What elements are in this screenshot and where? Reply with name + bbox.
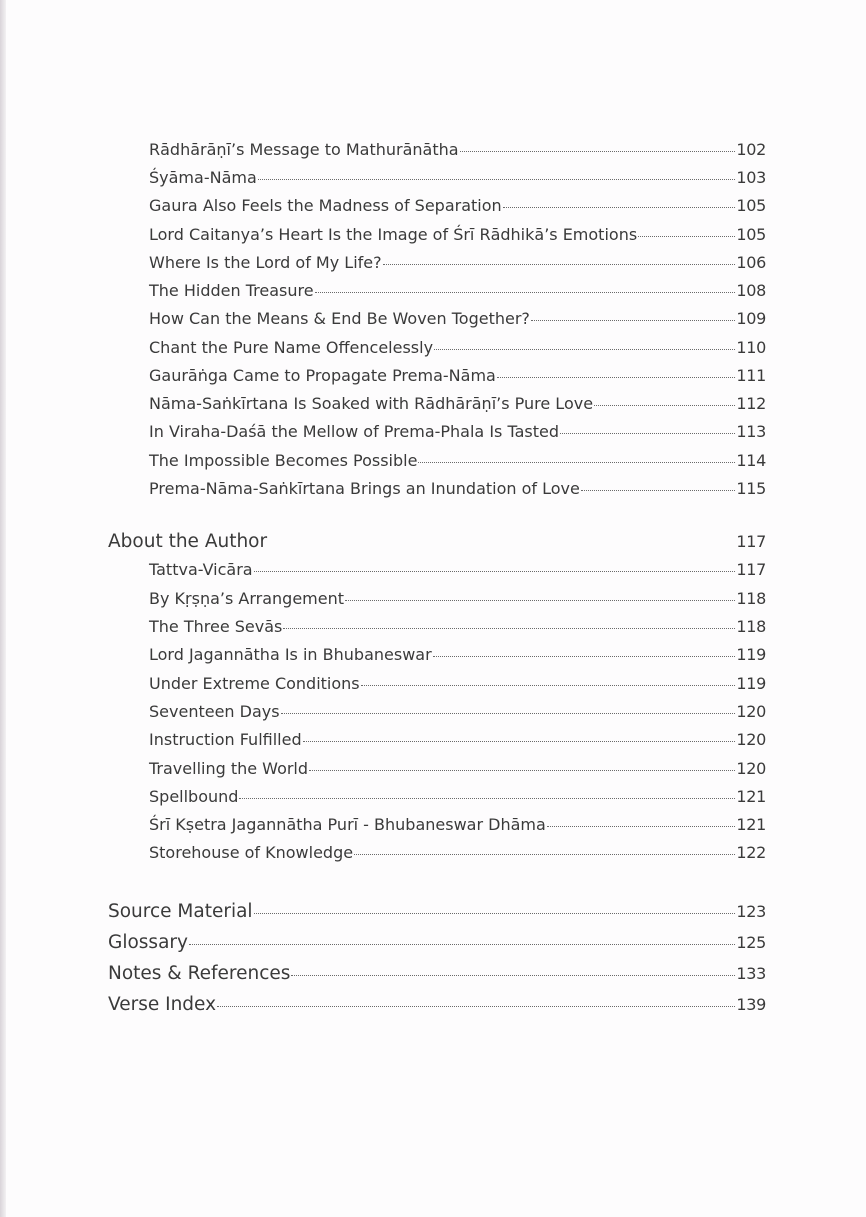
toc-entry[interactable] [149,589,766,608]
dot-leader [189,944,735,945]
toc-entry[interactable] [149,815,766,834]
toc-entry-page: 112 [736,394,766,413]
dot-leader [547,826,736,827]
toc-entry-page: 108 [736,281,766,300]
dot-leader [433,656,736,657]
toc-entry-page: 118 [736,589,766,608]
toc-entry-page: 122 [736,843,766,862]
toc-entry-title: The Hidden Treasure [149,281,314,300]
toc-entry[interactable] [149,702,766,721]
toc-entry-title: Prema-Nāma-Saṅkīrtana Brings an Inundation of Love [149,479,580,498]
dot-leader [309,770,735,771]
toc-entry[interactable] [149,674,766,693]
dot-leader [560,433,735,434]
dot-leader [354,854,735,855]
dot-leader [283,628,735,629]
toc-entry-page: 120 [736,730,766,749]
toc-entry-title: Spellbound [149,787,239,806]
toc-entry-page: 121 [736,787,766,806]
toc-entry[interactable] [149,451,766,470]
dot-leader [254,571,736,572]
toc-entry-title: Storehouse of Knowledge [149,843,354,862]
toc-entry-title: Gaurāṅga Came to Propagate Prema-Nāma [149,366,496,385]
toc-entry-page: 119 [736,645,766,664]
toc-entry-title: Lord Jagannātha Is in Bhubaneswar [149,645,432,664]
toc-entry-title: Seventeen Days [149,702,280,721]
toc-entry-title: By Kṛṣṇa’s Arrangement [149,589,344,608]
toc-entry[interactable] [149,253,766,272]
dot-leader [581,490,735,491]
toc-entry[interactable] [149,338,766,357]
toc-entry-page: 118 [736,617,766,636]
toc-entry-page: 120 [736,702,766,721]
toc-entry-page: 102 [736,140,766,159]
toc-section[interactable] [108,901,766,922]
toc-entry[interactable] [149,140,766,159]
dot-leader [315,292,736,293]
toc-entry-page: 114 [736,451,766,470]
toc-entry-title: Lord Caitanya’s Heart Is the Image of Śrī Rādhikā’s Emotions [149,225,638,244]
dot-leader [258,179,736,180]
toc-entry[interactable] [149,225,766,244]
dot-leader [281,713,736,714]
toc-entry-page: 120 [736,759,766,778]
dot-leader [434,349,735,350]
toc-entry[interactable] [149,843,766,862]
toc-entry-title: How Can the Means & End Be Woven Together? [149,309,530,328]
toc-section-page: 117 [736,532,766,551]
toc-entry[interactable] [149,168,766,187]
dot-leader [291,975,735,976]
toc-section-page: 133 [736,964,766,983]
toc-entry[interactable] [149,281,766,300]
toc-entry[interactable] [149,366,766,385]
toc-entry-title: Where Is the Lord of My Life? [149,253,382,272]
toc-section-title: Glossary [108,932,188,953]
toc-entry[interactable] [149,309,766,328]
toc-entry-page: 113 [736,422,766,441]
toc-entry-page: 109 [736,309,766,328]
toc-entry[interactable] [149,787,766,806]
dot-leader [531,320,735,321]
toc-entry[interactable] [149,759,766,778]
dot-leader [254,913,736,914]
toc-entry[interactable] [149,479,766,498]
toc-entry-title: Tattva-Vicāra [149,560,253,579]
toc-entry-page: 121 [736,815,766,834]
dot-leader [239,798,735,799]
toc-entry-title: Gaura Also Feels the Madness of Separation [149,196,502,215]
toc-section-title: Source Material [108,901,253,922]
dot-leader [345,600,735,601]
toc-section-about-author[interactable] [108,531,766,552]
toc-entry-title: The Impossible Becomes Possible [149,451,418,470]
toc-section[interactable] [108,932,766,953]
toc-section-title: Notes & References [108,963,291,984]
dot-leader [503,207,736,208]
dot-leader [418,462,735,463]
dot-leader [638,236,735,237]
toc-entry[interactable] [149,394,766,413]
toc-entry[interactable] [149,617,766,636]
toc-section-page: 139 [736,995,766,1014]
toc-entry-page: 117 [736,560,766,579]
dot-leader [217,1006,735,1007]
toc-entry-page: 105 [736,196,766,215]
toc-section-page: 123 [736,902,766,921]
toc-section-title: Verse Index [108,994,217,1015]
toc-entry-title: Nāma-Saṅkīrtana Is Soaked with Rādhārāṇī’s Pure Love [149,394,594,413]
toc-entry-title: Instruction Fulfilled [149,730,302,749]
page-binding-edge [0,0,6,1217]
toc-section-title: About the Author [108,531,268,552]
toc-entry-title: In Viraha-Daśā the Mellow of Prema-Phala Is Tasted [149,422,559,441]
toc-entry-page: 119 [736,674,766,693]
toc-entry-title: Śrī Kṣetra Jagannātha Purī - Bhubaneswar Dhāma [149,815,546,834]
toc-section-page: 125 [736,933,766,952]
toc-entry[interactable] [149,422,766,441]
toc-entry-title: Chant the Pure Name Offencelessly [149,338,434,357]
toc-entry[interactable] [149,645,766,664]
dot-leader [497,377,736,378]
toc-entry-title: Rādhārāṇī’s Message to Mathurānātha [149,140,459,159]
toc-section[interactable] [108,994,766,1015]
dot-leader [594,405,735,406]
dot-leader [383,264,736,265]
dot-leader [361,685,736,686]
toc-section[interactable] [108,963,766,984]
dot-leader [303,741,736,742]
toc-entry-page: 106 [736,253,766,272]
toc-entry-title: Śyāma-Nāma [149,168,257,187]
toc-entry[interactable] [149,730,766,749]
dot-leader [460,151,736,152]
toc-entry-page: 105 [736,225,766,244]
toc-entry-title: Under Extreme Conditions [149,674,360,693]
toc-entry-title: Travelling the World [149,759,309,778]
toc-entry-page: 115 [736,479,766,498]
toc-entry-page: 111 [736,366,766,385]
toc-entry[interactable] [149,196,766,215]
toc-entry[interactable] [149,560,766,579]
toc-entry-title: The Three Sevās [149,617,283,636]
toc-entry-page: 103 [736,168,766,187]
toc-entry-page: 110 [736,338,766,357]
